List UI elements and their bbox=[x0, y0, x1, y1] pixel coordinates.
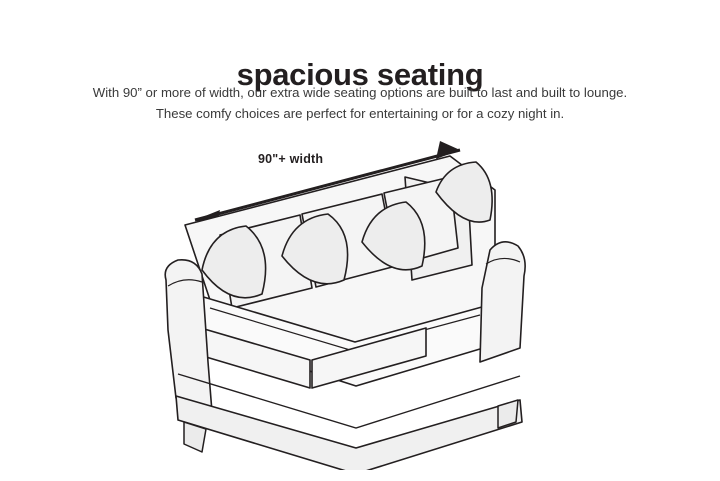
width-measurement-label: 90"+ width bbox=[258, 152, 324, 166]
sofa-base bbox=[176, 374, 522, 470]
page-title: spacious seating bbox=[236, 56, 484, 92]
description-text bbox=[50, 82, 670, 124]
sofa-diagram bbox=[150, 130, 570, 470]
description-line-2: These comfy choices are perfect for entertaining or for a cozy night in. bbox=[155, 106, 565, 121]
description-line-1: With 90” or more of width, our extra wide seating options are built to last and built to lounge. bbox=[92, 85, 628, 100]
sofa-line-drawing bbox=[150, 130, 570, 470]
